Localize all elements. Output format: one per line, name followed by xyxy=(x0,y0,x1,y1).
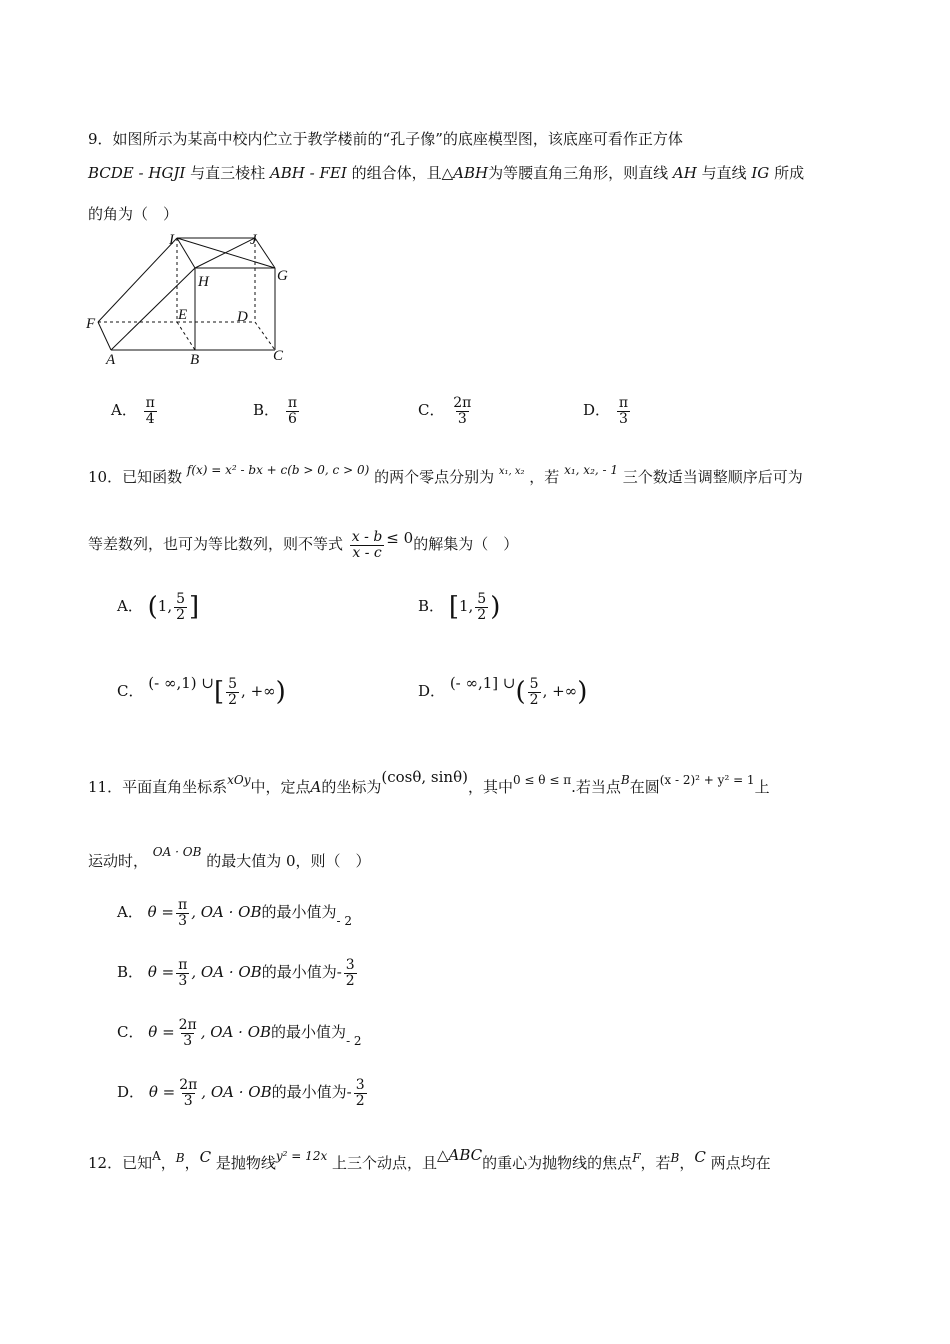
q12-point-c: C xyxy=(694,1148,706,1166)
label-a: A xyxy=(106,352,116,368)
label-f: F xyxy=(86,316,96,332)
q12-point-c: C xyxy=(199,1148,212,1166)
option-fraction: $\frac{5}{2}$ xyxy=(477,591,487,623)
q9-option-a[interactable] xyxy=(111,396,159,426)
option-expression: , OA · OB xyxy=(201,1083,272,1102)
option-label: C． xyxy=(117,1023,144,1042)
option-fraction: $\frac{\pi}{3}$ xyxy=(618,395,629,427)
option-bracket: [ xyxy=(213,677,225,708)
option-text: , +∞ xyxy=(241,682,276,701)
option-bracket: ( xyxy=(515,677,526,708)
q9-line3: 的角为（ ） xyxy=(88,205,179,223)
option-value: - 2 xyxy=(346,1034,362,1049)
q9-option-b[interactable] xyxy=(253,396,301,426)
q11-text: 运动时， xyxy=(88,852,149,870)
option-text: (- ∞,1] ∪ xyxy=(449,674,516,693)
q9-text: 与直线 xyxy=(701,164,747,182)
option-label: A． xyxy=(111,401,137,420)
q10-triple: x₁, x₂, - 1 xyxy=(564,463,619,477)
option-expression: , OA · OB xyxy=(191,903,262,922)
option-bracket: ] xyxy=(189,592,200,623)
q10-text: 三个数适当调整顺序后可为 xyxy=(622,468,803,486)
option-label: D． xyxy=(418,682,446,701)
q10-option-d[interactable] xyxy=(418,674,588,708)
option-fraction: $\frac{5}{2}$ xyxy=(176,591,186,623)
q12-focus: F xyxy=(632,1151,641,1165)
q11-text: .若当点 xyxy=(571,778,621,796)
q12-triangle: △ABC xyxy=(437,1146,483,1164)
q11-option-c[interactable]: C． θ = $\frac{2\pi}{3}$ , OA · OB的最小值为$_{- 2}$ xyxy=(117,1017,362,1049)
q12-point-b: B xyxy=(175,1151,185,1165)
q12-text: 的重心为抛物线的焦点 xyxy=(482,1154,633,1172)
q12-text: 两点均在 xyxy=(710,1154,771,1172)
q10-text: 的两个零点分别为 xyxy=(374,468,495,486)
option-label: B． xyxy=(253,401,280,420)
q9-option-c[interactable] xyxy=(418,396,475,426)
option-value: - xyxy=(346,1083,352,1102)
option-text: (- ∞,1) ∪ xyxy=(148,674,214,693)
q11-dot-product: OA · OB xyxy=(152,845,202,859)
label-i: I xyxy=(169,232,174,248)
q11-line2 xyxy=(88,845,371,871)
q10-text: ，若 xyxy=(529,468,560,486)
option-bracket: [ xyxy=(448,592,459,623)
q11-coord-system: xOy xyxy=(227,773,251,787)
q9-text: 的组合体，且 xyxy=(351,164,442,182)
q10-function: f(x) = x² - bx + c(b > 0, c > 0) xyxy=(186,463,370,477)
option-fraction: $\frac{5}{2}$ xyxy=(529,676,539,708)
option-label: C． xyxy=(117,682,144,701)
label-b: B xyxy=(190,352,200,368)
option-bracket: ) xyxy=(275,677,286,708)
q11-point-a: A xyxy=(310,778,322,796)
q10-line1 xyxy=(88,463,803,487)
q9-line1: 9．如图所示为某高中校内伫立于教学楼前的“孔子像”的底座模型图，该底座可看作正方体 xyxy=(88,130,683,148)
option-text: 的最小值为 xyxy=(261,963,337,982)
q11-point-b: B xyxy=(620,773,630,787)
q11-option-d[interactable]: D． θ = $\frac{2\pi}{3}$ , OA · OB的最小值为- $\frac{3}{2}$ xyxy=(117,1077,365,1109)
q12-text: 12．已知 xyxy=(88,1154,153,1172)
edge-jg xyxy=(255,238,275,268)
q9-text: 为等腰直角三角形，则直线 xyxy=(488,164,669,182)
option-value-fraction: $\frac{3}{2}$ xyxy=(355,1077,365,1109)
q9-option-d[interactable] xyxy=(583,396,632,426)
q9-line2 xyxy=(88,162,804,183)
q11-text: 的最大值为 0，则（ ） xyxy=(206,852,371,870)
option-fraction: $\frac{\pi}{4}$ xyxy=(145,395,155,427)
option-label: A． xyxy=(117,597,143,616)
q10-option-a[interactable] xyxy=(117,592,199,622)
option-theta-fraction: $\frac{\pi}{3}$ xyxy=(178,897,188,929)
q11-circle: (x - 2)² + y² = 1 xyxy=(659,773,755,787)
q12-line1 xyxy=(88,1146,771,1173)
option-label: D． xyxy=(583,401,611,420)
q11-coordinates: (cosθ, sinθ) xyxy=(381,768,468,786)
q11-text: 上 xyxy=(754,778,770,796)
option-value-fraction: $\frac{3}{2}$ xyxy=(345,957,355,989)
q10-text: 等差数列，也可为等比数列，则不等式 xyxy=(88,535,344,554)
q12-point-b: B xyxy=(670,1151,680,1165)
label-d: D xyxy=(237,309,248,325)
option-value: - 2 xyxy=(336,914,353,929)
q10-line2 xyxy=(88,530,518,560)
q10-inequality-rel: ≤ 0 xyxy=(386,529,414,548)
q10-zeros: x₁, x₂ xyxy=(498,466,525,477)
edge-eb xyxy=(177,322,195,350)
q12-text: ， xyxy=(160,1154,176,1172)
option-label: C． xyxy=(418,401,445,420)
option-theta-fraction: $\frac{\pi}{3}$ xyxy=(178,957,188,989)
option-text: 的最小值为 xyxy=(261,903,337,922)
q12-text: 上三个动点，且 xyxy=(332,1154,438,1172)
option-fraction: $\frac{2\pi}{3}$ xyxy=(453,395,472,427)
option-bracket: ) xyxy=(577,677,588,708)
q12-point-a: A xyxy=(152,1149,161,1163)
q11-line1 xyxy=(88,768,770,797)
option-bracket: ( xyxy=(147,592,158,623)
option-fraction: $\frac{\pi}{6}$ xyxy=(287,395,298,427)
label-g: G xyxy=(277,268,288,284)
q10-inequality-fraction: $\frac{x - b}{x - c}$ xyxy=(351,529,383,561)
option-text: 1, xyxy=(458,597,474,616)
q9-text: 所成 xyxy=(774,164,805,182)
edge-fa xyxy=(98,322,111,350)
q9-cube-name: BCDE - HGJI xyxy=(88,164,186,182)
edge-dc xyxy=(255,322,275,350)
q12-text: ， xyxy=(679,1154,695,1172)
edge-if xyxy=(98,238,177,322)
label-j: J xyxy=(250,232,257,248)
q12-text: ，若 xyxy=(640,1154,671,1172)
option-value: - xyxy=(336,963,342,982)
label-e: E xyxy=(178,307,188,323)
q10-option-b[interactable] xyxy=(418,592,500,622)
q12-parabola: y² = 12x xyxy=(275,1149,328,1163)
q9-line-ig: IG xyxy=(751,164,770,182)
option-text: 1, xyxy=(157,597,173,616)
option-expression: , OA · OB xyxy=(191,963,262,982)
q9-line-ah: AH xyxy=(672,164,697,182)
option-text: 的最小值为 xyxy=(271,1023,347,1042)
q9-figure xyxy=(80,228,300,370)
q11-range: 0 ≤ θ ≤ π xyxy=(512,773,572,787)
option-label: B． xyxy=(117,963,144,982)
option-text: , +∞ xyxy=(542,682,578,701)
q11-text: 中，定点 xyxy=(250,778,311,796)
option-expression: , OA · OB xyxy=(200,1023,272,1042)
q11-text: ，其中 xyxy=(467,778,513,796)
q11-text: 11．平面直角坐标系 xyxy=(88,778,228,796)
option-theta-fraction: $\frac{2\pi}{3}$ xyxy=(178,1017,197,1049)
q9-text: 与直三棱柱 xyxy=(190,164,266,182)
option-label: B． xyxy=(418,597,445,616)
option-bracket: ) xyxy=(490,592,501,623)
option-text: 的最小值为 xyxy=(271,1083,347,1102)
q11-option-a[interactable]: A． θ = $\frac{\pi}{3}$ , OA · OB的最小值为$_{- 2}$ xyxy=(117,897,353,929)
q11-text: 在圆 xyxy=(629,778,660,796)
edge-jh xyxy=(195,238,255,268)
label-c: C xyxy=(273,348,284,364)
q11-option-b[interactable]: B． θ = $\frac{\pi}{3}$ , OA · OB的最小值为- $\frac{3}{2}$ xyxy=(117,957,355,989)
q9-prism-name: ABH - FEI xyxy=(269,164,347,182)
option-fraction: $\frac{5}{2}$ xyxy=(228,676,238,708)
option-label: A． xyxy=(117,903,143,922)
q12-text: 是抛物线 xyxy=(215,1154,276,1172)
q11-text: 的坐标为 xyxy=(321,778,382,796)
option-label: D． xyxy=(117,1083,145,1102)
label-h: H xyxy=(198,274,209,290)
option-theta-fraction: $\frac{2\pi}{3}$ xyxy=(179,1077,198,1109)
q9-triangle: △ABH xyxy=(441,164,489,182)
q10-option-c[interactable] xyxy=(117,674,286,708)
q10-text: 的解集为（ ） xyxy=(413,535,519,554)
q12-text: ， xyxy=(184,1154,200,1172)
q10-text: 10．已知函数 xyxy=(88,468,183,486)
